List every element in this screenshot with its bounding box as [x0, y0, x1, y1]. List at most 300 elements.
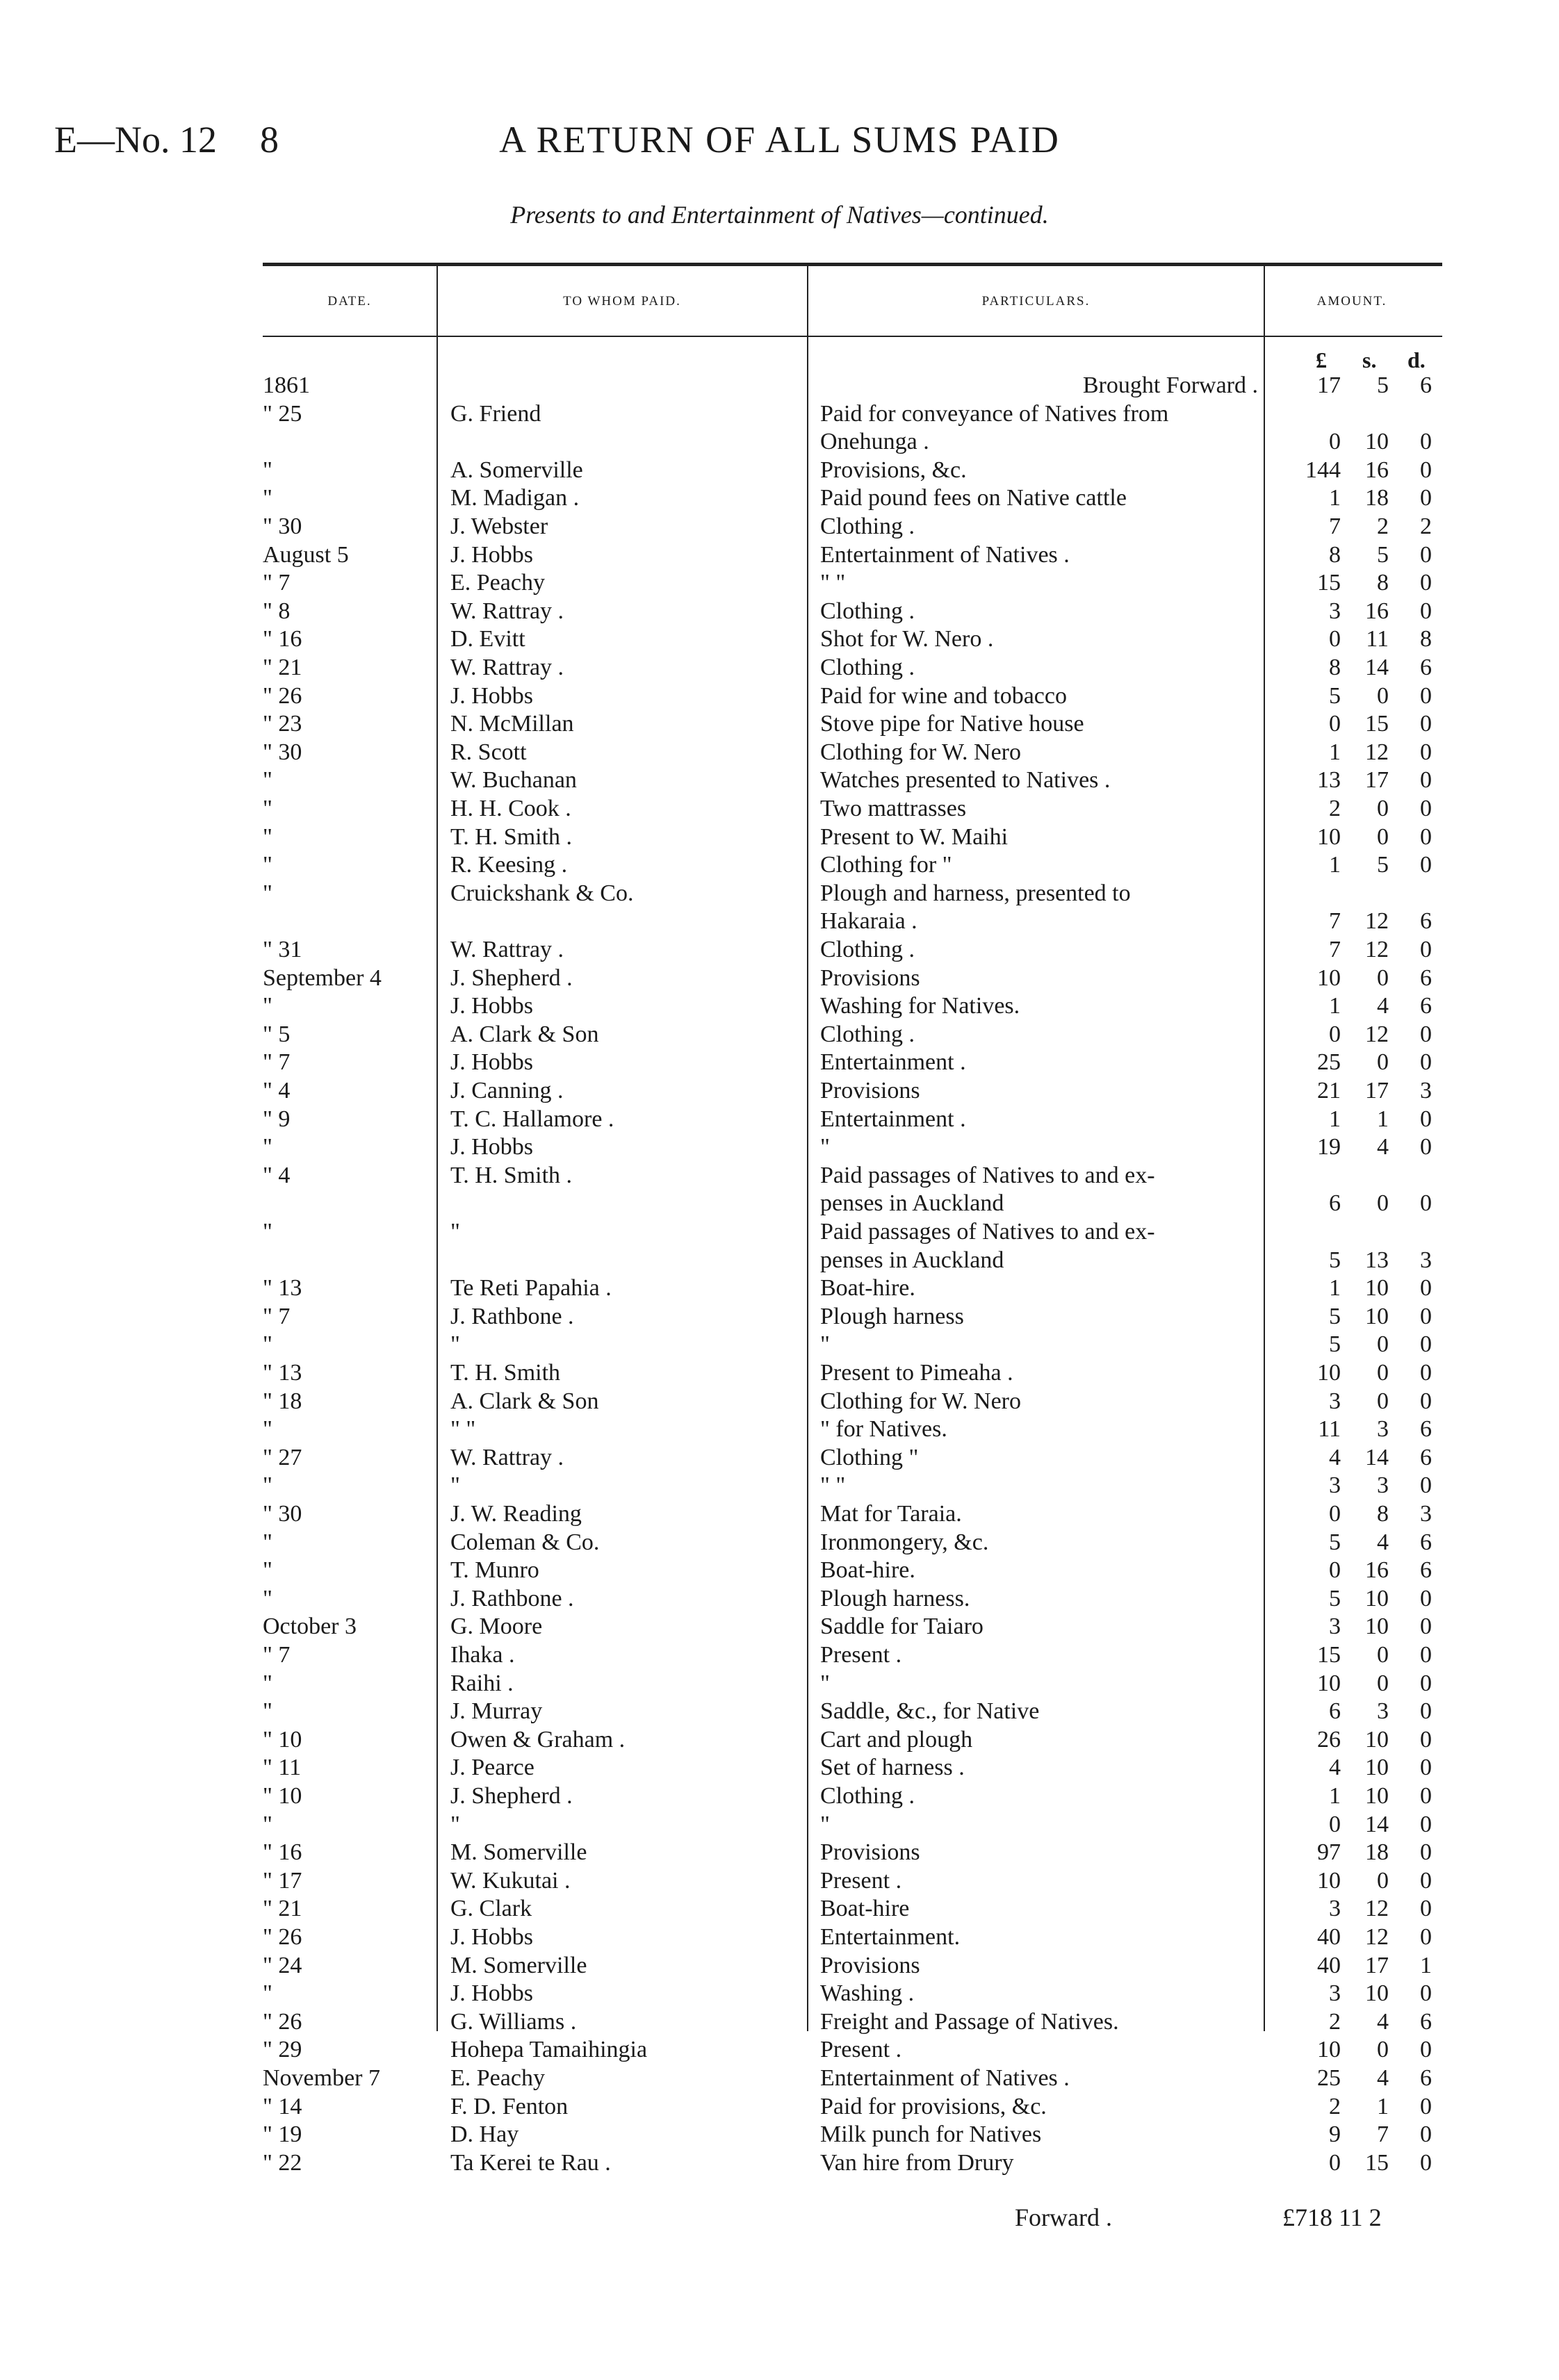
table-row [0, 1331, 1559, 1359]
row-date: " 22 [263, 2149, 302, 2176]
row-particulars: Saddle for Taiaro [820, 1614, 983, 1640]
table-row [0, 851, 1559, 879]
row-date: " 31 [263, 937, 302, 962]
row-pounds: 26 [1317, 1726, 1341, 1753]
row-date: " 14 [263, 2093, 302, 2119]
row-particulars: Paid for wine and tobacco [820, 682, 1067, 709]
table-row [0, 992, 1559, 1020]
row-date: September 4 [263, 965, 382, 991]
unit-pence: d. [1407, 347, 1426, 372]
row-shillings: 13 [1365, 1247, 1389, 1273]
table-row [0, 428, 1559, 456]
row-pounds: 3 [1329, 1980, 1341, 2007]
row-date: " [263, 823, 272, 850]
row-shillings: 12 [1365, 1021, 1389, 1047]
row-particulars: Mat for Taraia. [820, 1501, 962, 1527]
table-row [0, 541, 1559, 569]
row-pounds: 1 [1329, 852, 1341, 878]
row-payee: A. Clark & Son [450, 1388, 599, 1414]
row-particulars: Washing . [820, 1980, 915, 2007]
row-shillings: 4 [1377, 2065, 1389, 2091]
table-row [0, 1867, 1559, 1895]
row-pounds: 8 [1329, 655, 1341, 680]
row-pence: 0 [1420, 1190, 1432, 1217]
row-pence: 0 [1420, 1867, 1432, 1894]
table-row [0, 1782, 1559, 1810]
row-date: " 29 [263, 2037, 302, 2063]
row-date: " [263, 1134, 272, 1160]
table-row [0, 823, 1559, 851]
row-pence: 3 [1420, 1501, 1432, 1527]
table-row [0, 766, 1559, 794]
table-row [0, 739, 1559, 766]
row-shillings: 18 [1365, 1839, 1389, 1866]
row-pence: 0 [1420, 1472, 1432, 1499]
row-particulars: Paid passages of Natives to and ex- [820, 1219, 1155, 1245]
row-pence: 0 [1420, 1755, 1432, 1781]
row-particulars: Present to W. Maihi [820, 823, 1009, 850]
row-shillings: 12 [1365, 1896, 1389, 1922]
row-pounds: 0 [1329, 711, 1341, 737]
row-shillings: 15 [1365, 2149, 1389, 2176]
row-shillings: 2 [1377, 514, 1389, 539]
table-row [0, 1021, 1559, 1049]
row-pounds: 3 [1329, 1472, 1341, 1499]
column-header-to-whom: TO WHOM PAID. [563, 294, 681, 309]
row-pence: 6 [1420, 908, 1432, 935]
row-shillings: 10 [1365, 1755, 1389, 1781]
row-pence: 0 [1420, 1331, 1432, 1358]
table-row [0, 372, 1559, 400]
column-header-particulars: PARTICULARS. [981, 294, 1091, 309]
row-shillings: 17 [1365, 1078, 1389, 1103]
row-payee: N. McMillan [450, 711, 574, 737]
row-shillings: 15 [1365, 711, 1389, 737]
row-particulars: Clothing " [820, 1444, 919, 1470]
row-pence: 0 [1420, 682, 1432, 709]
row-pounds: 7 [1329, 514, 1341, 539]
row-pence: 3 [1420, 1247, 1432, 1273]
row-pounds: 2 [1329, 2093, 1341, 2119]
row-date: 1861 [263, 372, 310, 398]
row-pence: 0 [1420, 1614, 1432, 1640]
row-particulars: " " [820, 1472, 846, 1499]
row-date: " [263, 796, 272, 821]
row-date: " [263, 993, 272, 1019]
row-pence: 0 [1420, 2122, 1432, 2148]
row-pounds: 2 [1329, 2008, 1341, 2035]
row-particulars: Plough harness. [820, 1585, 970, 1611]
row-date: " 10 [263, 1783, 302, 1809]
table-row [0, 1106, 1559, 1133]
row-shillings: 0 [1377, 1331, 1389, 1358]
table-row [0, 2036, 1559, 2064]
row-payee: M. Somerville [450, 1839, 587, 1866]
row-pence: 0 [1420, 1585, 1432, 1611]
row-particulars: Clothing . [820, 598, 915, 624]
row-particulars: Clothing for W. Nero [820, 1388, 1021, 1414]
row-date: " 7 [263, 570, 291, 596]
table-row [0, 1754, 1559, 1782]
row-pounds: 17 [1317, 372, 1341, 398]
row-date: " [263, 1331, 272, 1358]
table-row [0, 1303, 1559, 1331]
table-row [0, 625, 1559, 653]
row-payee: " [450, 1331, 460, 1358]
row-payee: W. Rattray . [450, 1444, 564, 1470]
row-shillings: 12 [1365, 739, 1389, 765]
row-payee: J. Hobbs [450, 1134, 534, 1160]
row-shillings: 8 [1377, 1501, 1389, 1527]
row-payee: J. Hobbs [450, 1924, 534, 1950]
row-date: " 30 [263, 514, 302, 539]
table-row [0, 1218, 1559, 1246]
row-particulars: Plough harness [820, 1303, 964, 1329]
row-particulars: Provisions [820, 1952, 920, 1978]
row-shillings: 14 [1365, 1811, 1389, 1837]
row-date: " 8 [263, 598, 291, 624]
row-pence: 0 [1420, 739, 1432, 765]
row-pounds: 2 [1329, 796, 1341, 821]
row-payee: A. Clark & Son [450, 1021, 599, 1047]
row-particulars: Two mattrasses [820, 796, 967, 821]
row-shillings: 0 [1377, 1049, 1389, 1076]
row-pence: 6 [1420, 1444, 1432, 1470]
row-date: " [263, 1980, 272, 2007]
row-particulars: Clothing for W. Nero [820, 739, 1021, 765]
row-particulars: Paid pound fees on Native cattle [820, 485, 1127, 511]
page-number: 8 [260, 119, 279, 161]
row-shillings: 14 [1365, 1444, 1389, 1470]
row-particulars: penses in Auckland [820, 1190, 1004, 1217]
row-pounds: 13 [1317, 767, 1341, 794]
row-pence: 0 [1420, 1811, 1432, 1837]
row-particulars: Boat-hire [820, 1896, 910, 1922]
row-date: " [263, 1670, 272, 1696]
row-particulars: Clothing for " [820, 852, 952, 878]
row-particulars: Watches presented to Natives . [820, 767, 1111, 794]
row-date: " 24 [263, 1952, 302, 1978]
row-date: " 13 [263, 1360, 302, 1386]
row-payee: A. Somerville [450, 457, 583, 483]
row-shillings: 3 [1377, 1416, 1389, 1443]
row-particulars: " [820, 1134, 830, 1160]
row-date: November 7 [263, 2065, 381, 2091]
row-particulars: Provisions [820, 1839, 920, 1866]
row-date: " 26 [263, 682, 302, 709]
row-pounds: 4 [1329, 1444, 1341, 1470]
row-pence: 6 [1420, 2065, 1432, 2091]
row-payee: J. Hobbs [450, 1980, 534, 2007]
row-payee: R. Keesing . [450, 852, 568, 878]
row-shillings: 12 [1365, 908, 1389, 935]
row-shillings: 5 [1377, 372, 1389, 398]
row-pence: 0 [1420, 1670, 1432, 1696]
row-payee: W. Rattray . [450, 655, 564, 680]
row-pence: 0 [1420, 429, 1432, 455]
row-shillings: 5 [1377, 541, 1389, 568]
row-date: " 30 [263, 739, 302, 765]
row-pence: 8 [1420, 626, 1432, 653]
table-row [0, 2093, 1559, 2121]
row-pounds: 11 [1318, 1416, 1341, 1443]
row-date: " 26 [263, 2008, 302, 2035]
row-pounds: 4 [1329, 1755, 1341, 1781]
row-pence: 2 [1420, 514, 1432, 539]
row-pounds: 40 [1317, 1924, 1341, 1950]
row-date: " 7 [263, 1642, 291, 1668]
row-particulars: Clothing . [820, 514, 915, 539]
row-pence: 1 [1420, 1952, 1432, 1978]
row-date: " 5 [263, 1021, 291, 1047]
row-pence: 0 [1420, 937, 1432, 962]
table-row [0, 2149, 1559, 2177]
row-pounds: 1 [1329, 1275, 1341, 1302]
row-date: " 23 [263, 711, 302, 737]
table-row [0, 1247, 1559, 1274]
row-particulars: Entertainment. [820, 1924, 961, 1950]
row-date: " [263, 767, 272, 794]
row-date: " [263, 1811, 272, 1837]
table-row [0, 2008, 1559, 2036]
row-pence: 0 [1420, 1726, 1432, 1753]
row-particulars: Clothing . [820, 1783, 915, 1809]
table-row [0, 710, 1559, 738]
row-date: " [263, 1698, 272, 1725]
row-pounds: 10 [1317, 2037, 1341, 2063]
row-payee: G. Moore [450, 1614, 543, 1640]
row-pence: 6 [1420, 372, 1432, 398]
row-particulars: Cart and plough [820, 1726, 973, 1753]
row-pence: 0 [1420, 541, 1432, 568]
table-top-rule [263, 263, 1442, 266]
row-date: " [263, 1416, 272, 1443]
forward-total: £718 11 2 [1282, 2203, 1382, 2231]
row-date: " [263, 1557, 272, 1584]
row-payee: W. Rattray . [450, 598, 564, 624]
table-row [0, 1415, 1559, 1443]
row-particulars: Milk punch for Natives [820, 2122, 1042, 2148]
row-date: " [263, 1529, 272, 1555]
table-row [0, 457, 1559, 484]
row-date: " 30 [263, 1501, 302, 1527]
row-pence: 0 [1420, 570, 1432, 596]
row-pence: 0 [1420, 1049, 1432, 1076]
row-payee: D. Hay [450, 2122, 519, 2148]
row-pence: 0 [1420, 1134, 1432, 1160]
row-particulars: Van hire from Drury [820, 2149, 1014, 2176]
table-row [0, 908, 1559, 935]
table-row [0, 880, 1559, 908]
row-particulars: Shot for W. Nero . [820, 626, 994, 653]
table-row [0, 1359, 1559, 1387]
row-pounds: 6 [1329, 1698, 1341, 1725]
row-pence: 0 [1420, 711, 1432, 737]
row-shillings: 0 [1377, 682, 1389, 709]
row-particulars: Stove pipe for Native house [820, 711, 1084, 737]
row-pounds: 10 [1317, 965, 1341, 991]
row-pence: 0 [1420, 1698, 1432, 1725]
row-payee: " " [450, 1416, 476, 1443]
row-payee: J. Murray [450, 1698, 543, 1725]
row-payee: W. Kukutai . [450, 1867, 571, 1894]
row-pence: 0 [1420, 767, 1432, 794]
row-date: " 7 [263, 1049, 291, 1076]
row-shillings: 10 [1365, 1783, 1389, 1809]
row-pence: 0 [1420, 1021, 1432, 1047]
table-row [0, 1190, 1559, 1217]
row-pounds: 3 [1329, 1388, 1341, 1414]
table-row [0, 936, 1559, 964]
row-payee: J. Hobbs [450, 541, 534, 568]
row-pounds: 1 [1329, 993, 1341, 1019]
row-pounds: 21 [1317, 1078, 1341, 1103]
row-payee: Cruickshank & Co. [450, 880, 634, 906]
row-pence: 0 [1420, 1839, 1432, 1866]
row-payee: Te Reti Papahia . [450, 1275, 612, 1302]
table-row [0, 1895, 1559, 1923]
row-payee: J. Shepherd . [450, 965, 573, 991]
table-row [0, 598, 1559, 625]
column-header-amount: AMOUNT. [1316, 294, 1387, 309]
row-shillings: 16 [1365, 598, 1389, 624]
row-shillings: 11 [1366, 626, 1389, 653]
row-shillings: 14 [1365, 655, 1389, 680]
row-pence: 0 [1420, 2093, 1432, 2119]
row-pounds: 1 [1329, 739, 1341, 765]
table-header-rule [263, 336, 1442, 337]
row-pounds: 10 [1317, 1670, 1341, 1696]
table-row [0, 2065, 1559, 2092]
row-pence: 0 [1420, 1642, 1432, 1668]
unit-pounds: £ [1316, 347, 1327, 372]
table-row [0, 1613, 1559, 1641]
row-particulars: " " [820, 570, 846, 596]
row-shillings: 5 [1377, 852, 1389, 878]
table-row [0, 1500, 1559, 1528]
row-particulars: Paid for provisions, &c. [820, 2093, 1047, 2119]
row-date: " 16 [263, 1839, 302, 1866]
row-payee: H. H. Cook . [450, 796, 571, 821]
row-pence: 0 [1420, 852, 1432, 878]
row-pence: 0 [1420, 1924, 1432, 1950]
table-row [0, 1839, 1559, 1866]
row-pounds: 25 [1317, 1049, 1341, 1076]
row-date: August 5 [263, 541, 349, 568]
row-particulars: " [820, 1331, 830, 1358]
row-date: " 4 [263, 1162, 291, 1188]
row-particulars: Entertainment . [820, 1106, 966, 1132]
row-particulars: Entertainment of Natives . [820, 541, 1070, 568]
row-shillings: 4 [1377, 2008, 1389, 2035]
row-pounds: 0 [1329, 2149, 1341, 2176]
row-shillings: 0 [1377, 1190, 1389, 1217]
row-pounds: 144 [1305, 457, 1341, 483]
row-pounds: 10 [1317, 1867, 1341, 1894]
row-particulars: Clothing . [820, 937, 915, 962]
row-date: " 19 [263, 2122, 302, 2148]
row-pence: 0 [1420, 1106, 1432, 1132]
row-payee: W. Buchanan [450, 767, 577, 794]
row-particulars: Set of harness . [820, 1755, 965, 1781]
row-date: " 10 [263, 1726, 302, 1753]
row-shillings: 0 [1377, 1670, 1389, 1696]
row-date: " 13 [263, 1275, 302, 1302]
row-pounds: 0 [1329, 1021, 1341, 1047]
row-payee: J. Hobbs [450, 1049, 534, 1076]
table-row [0, 682, 1559, 710]
row-shillings: 3 [1377, 1698, 1389, 1725]
row-pence: 6 [1420, 1416, 1432, 1443]
row-payee: J. Shepherd . [450, 1783, 573, 1809]
row-payee: G. Clark [450, 1896, 532, 1922]
row-pence: 0 [1420, 796, 1432, 821]
row-shillings: 17 [1365, 1952, 1389, 1978]
row-payee: M. Somerville [450, 1952, 587, 1978]
row-date: " 11 [263, 1755, 302, 1781]
table-row [0, 1472, 1559, 1500]
row-date: " 18 [263, 1388, 302, 1414]
row-pence: 0 [1420, 1896, 1432, 1922]
row-particulars: Provisions [820, 1078, 920, 1103]
row-payee: J. Pearce [450, 1755, 534, 1781]
row-particulars: Boat-hire. [820, 1557, 915, 1584]
row-shillings: 0 [1377, 2037, 1389, 2063]
row-pence: 0 [1420, 1388, 1432, 1414]
row-payee: T. C. Hallamore . [450, 1106, 614, 1132]
row-payee: " [450, 1811, 460, 1837]
table-row [0, 965, 1559, 992]
row-date: October 3 [263, 1614, 357, 1640]
row-particulars: " [820, 1811, 830, 1837]
row-pounds: 3 [1329, 1896, 1341, 1922]
row-particulars: Paid for conveyance of Natives from [820, 400, 1169, 427]
table-row [0, 1670, 1559, 1698]
row-date: " [263, 457, 272, 483]
row-particulars: Present . [820, 1642, 902, 1668]
row-particulars: Saddle, &c., for Native [820, 1698, 1040, 1725]
row-pounds: 5 [1329, 1331, 1341, 1358]
row-pence: 6 [1420, 2008, 1432, 2035]
table-row [0, 1388, 1559, 1415]
row-shillings: 0 [1377, 1388, 1389, 1414]
row-pounds: 25 [1317, 2065, 1341, 2091]
row-payee: Raihi . [450, 1670, 514, 1696]
row-pounds: 40 [1317, 1952, 1341, 1978]
row-particulars: " for Natives. [820, 1416, 947, 1443]
row-payee: Ihaka . [450, 1642, 515, 1668]
row-pence: 0 [1420, 2149, 1432, 2176]
row-shillings: 10 [1365, 1726, 1389, 1753]
row-payee: Coleman & Co. [450, 1529, 600, 1555]
unit-shillings: s. [1362, 347, 1377, 372]
table-row [0, 1529, 1559, 1557]
row-payee: J. Canning . [450, 1078, 564, 1103]
row-particulars: Entertainment . [820, 1049, 966, 1076]
row-payee: G. Williams . [450, 2008, 577, 2035]
row-pounds: 5 [1329, 682, 1341, 709]
column-header-date: DATE. [327, 294, 372, 309]
row-date: " [263, 1219, 272, 1245]
row-pounds: 7 [1329, 937, 1341, 962]
row-payee: " [450, 1219, 460, 1245]
row-pence: 0 [1420, 598, 1432, 624]
row-shillings: 4 [1377, 1134, 1389, 1160]
row-payee: Ta Kerei te Rau . [450, 2149, 611, 2176]
row-particulars: Freight and Passage of Natives. [820, 2008, 1119, 2035]
row-pounds: 3 [1329, 1614, 1341, 1640]
row-payee: F. D. Fenton [450, 2093, 569, 2119]
